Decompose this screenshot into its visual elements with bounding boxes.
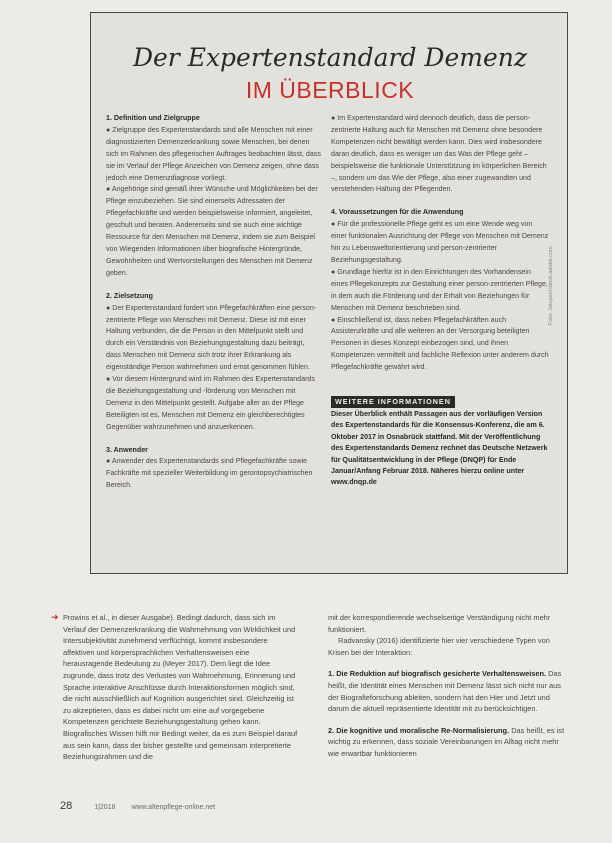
page-number: 28 bbox=[60, 800, 73, 812]
bullet-paragraph: ● Anwender des Expertenstandards sind Pflegefachkräfte sowie Fachkräfte mit spezieller Weiterbildung im gerontopsychiatrischen Bereich. bbox=[106, 457, 313, 490]
spacer bbox=[331, 385, 549, 396]
body-right-column bbox=[328, 612, 568, 760]
continuation-arrow-icon: ➜ bbox=[51, 612, 59, 622]
spacer bbox=[331, 196, 549, 207]
bullet-paragraph: ● Vor diesem Hintergrund wird im Rahmen des Expertenstandards die Beziehungsgestaltung und -förderung von Menschen mit Demenz in den Mittelpunkt gestellt. Aufgabe aller an der Pflege Beteiligten ist es, Menschen mit Demenz ein gleichberechtigtes Gegenüber wahrzunehmen und anzuerkennen. bbox=[106, 375, 315, 431]
list-item-text: Das heißt, die Identität eines Menschen mit Demenz lässt sich nicht nur aus der Biografieforschung ableiten, sondern hat den Hier und Jetzt und darum die aktuell repräsentierte Identität mit zu berücksichtigen. bbox=[328, 669, 562, 714]
list-item-heading: 1. Die Reduktion auf biografisch gesicherte Verhaltensweisen. bbox=[328, 669, 547, 679]
bullet-paragraph: ● Angehörige sind gemäß ihrer Wünsche und Möglichkeiten bei der Pflege einzubeziehen. Sie sind einerseits Adressaten der Pflegefachkräfte und werden beispielsweise informiert, angeleitet, geschult und beraten. Andererseits sind sie auch eine wichtige Ressource für den Menschen mit Demenz, indem sie zum Beispiel von Wiegenden Informationen über biografische Hintergründe, Gewohnheiten und Wertvorstellungen des Menschen mit Demenz geben. bbox=[106, 185, 318, 277]
bullet-paragraph: ● Der Expertenstandard fordert von Pflegefachkräften eine person-zentrierte Pflege von Menschen mit Demenz. Diese ist mit einer Haltung verbunden, die die Person in den Mittelpunkt stellt und durch ein Verständnis von Beziehungsgestaltung dazu beiträgt, dass Menschen mit Demenz sich trotz ihrer Erkrankung als eigenständige Person wahrnehmen und ernst genommen fühlen. bbox=[106, 303, 317, 372]
section-heading: 1. Definition und Zielgruppe bbox=[106, 114, 200, 122]
list-item-heading: 2. Die kognitive und moralische Re-Normalisierung. bbox=[328, 725, 510, 735]
issue-number: 1|2018 bbox=[94, 804, 116, 811]
body-paragraph: Radvansky (2016) identifizierte hier vier verschiedene Typen von Krisen bei der Interaktion: bbox=[328, 636, 550, 657]
section-heading: 4. Voraussetzungen für die Anwendung bbox=[331, 208, 464, 217]
body-paragraph: Prowins et al., in dieser Ausgabe). Bedingt dadurch, dass sich im Verlauf der Demenzerkrankung die Wahrnehmung von Wirklichkeit und Intersubjektivität zunehmend verflüchtigt, kommt insbesondere affektiven und körpersprachlichen Verhaltensweisen eine herausragende Bedeutung zu (Meyer 2017). Dem liegt die Idee zugrunde, dass trotz des Verlustes von Wahrnehmung, Erinnerung und Sprache interaktive Anschlüsse durch Interaktionsformen möglich sind, die nicht ausschließlich auf Kognition ausgerichtet sind. Gleichzeitig ist zu akzeptieren, dass es dabei nicht um eine auf vorgegebene Kompetenzen gerichtete Beziehungsgestaltung gehen kann. Biografisches Wissen hilft mir Bedingt weiter, da es zum Beispiel darauf aus sein kann, dass der bisher gestellte und gemeinsam interpretierte Beziehungsrahmen und die bbox=[63, 613, 298, 762]
section-heading: 3. Anwender bbox=[106, 445, 148, 454]
website-link[interactable]: www.altenpflege-online.net bbox=[131, 804, 216, 811]
body-list-item bbox=[328, 668, 568, 714]
spacer bbox=[331, 374, 549, 385]
box-subtitle: IM ÜBERBLICK bbox=[245, 77, 415, 103]
photo-credit: Foto: Jatuporn/stock.adobe.com bbox=[548, 246, 554, 325]
page-footer bbox=[60, 800, 229, 812]
info-text: Dieser Überblick enthält Passagen aus der vorläufigen Version des Expertenstandards für die Konsensus-Konferenz, die am 6. Oktober 2017 in Osnabrück stattfand. Mit der Veröffentlichung des Expertenstandards Demenz rechnet das Deutsche Netzwerk für Qualitätsentwicklung in der Pflege (DNQP) für Ende Januar/Anfang Februar 2018. Näheres hierzu online unter www.dnqp.de bbox=[331, 410, 548, 487]
list-item-text: Das heißt, es ist wichtig zu erkennen, dass soziale Vereinbarungen im Alltag nicht mehr wie erwartbar funktionieren bbox=[328, 725, 565, 758]
section-heading: 2. Zielsetzung bbox=[106, 291, 153, 300]
spacer bbox=[106, 280, 321, 291]
bullet-paragraph: ● Grundlage hierfür ist in den Einrichtungen des Vorhandensein eines Pflegekonzepts zur Gestaltung einer person-zentrierten Pflege, in dem auch die Förderung und der Erhalt von Beziehungen für Menschen mit Demenz beschrieben sind. bbox=[331, 267, 548, 312]
box-right-column bbox=[331, 113, 549, 489]
body-paragraph: mit der korrespondierende wechselseitige Verständigung nicht mehr funktioniert. bbox=[328, 613, 551, 634]
info-box bbox=[90, 12, 568, 574]
bullet-paragraph: ● Zielgruppe des Expertenstandards sind alle Menschen mit einer diagnostizierten Demenzerkrankung sowie Menschen, bei denen sich im Rahmen des pflegerischen Auftrages beobachten lässt, dass sie im Verlauf der Pflege Anzeichen von Demenz zeigen, ohne dass jedoch eine Demenzdiagnose vorliegt. bbox=[106, 125, 321, 182]
bullet-paragraph: ● Für die professionelle Pflege geht es um eine Wende weg von einer funktionalen Ausrichtung der Pflege von Menschen mit Demenz hin zu Lebensweltorientierung und person-zentrierter Beziehungsgestaltung. bbox=[331, 220, 549, 264]
box-left-column bbox=[106, 113, 321, 492]
box-title: Der Expertenstandard Demenz bbox=[132, 43, 528, 72]
body-list-item bbox=[328, 725, 568, 760]
body-left-column bbox=[63, 612, 300, 763]
bullet-paragraph: ● Einschließend ist, dass neben Pflegefachkräften auch Assistenzkräfte und alle weiteren an der Versorgung beteiligten Personen in dieses Konzept einbezogen sind, und ihnen Kompetenzen vermittelt und fachliche Reflexion unter anderem durch Pflegefachkräfte gewährt wird. bbox=[331, 315, 549, 372]
spacer bbox=[106, 434, 321, 445]
info-label: WEITERE INFORMATIONEN bbox=[331, 396, 455, 408]
bullet-paragraph: ● Im Expertenstandard wird dennoch deutlich, dass die person-zentrierte Haltung auch für Menschen mit Demenz ohne besondere Kompetenzen nicht bewältigt werden kann. Dies wird insbesondere daran deutlich, dass es weniger um das Was der Pflege geht – beispielsweise die funktionale Unterstützung im körperlichen Bereich –, sondern um das Wie der Pflege, also einer zugewandten und verstehenden Haltung der Pflegenden. bbox=[331, 114, 547, 194]
